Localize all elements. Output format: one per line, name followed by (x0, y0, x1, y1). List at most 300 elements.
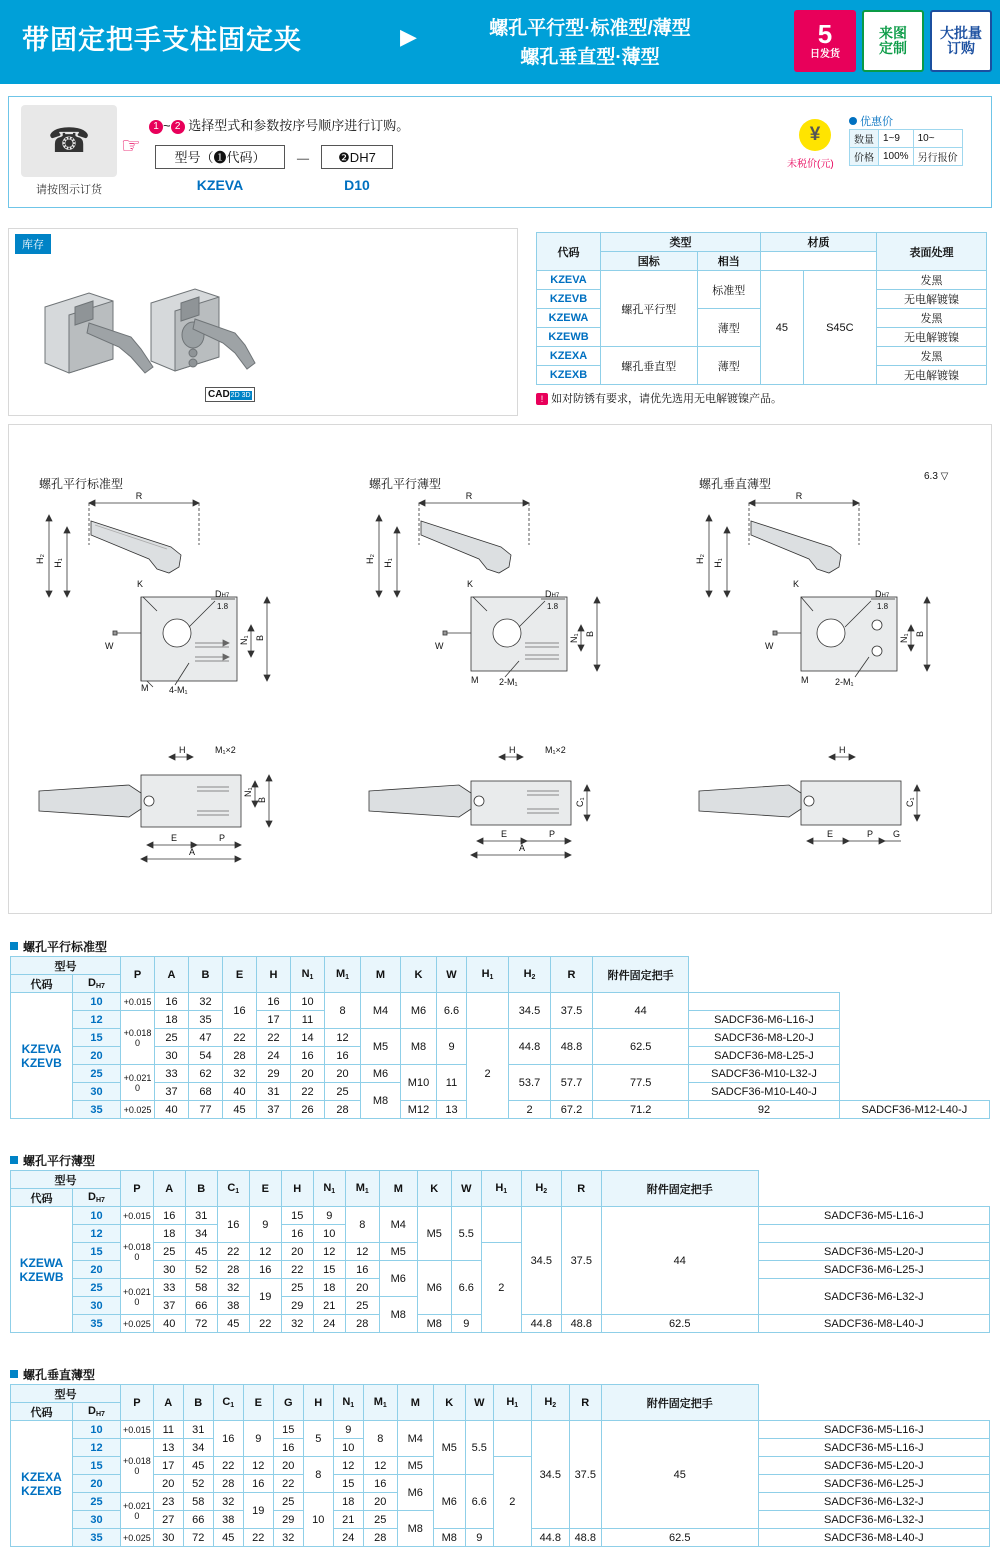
finish-cell: 无电解镀镍 (877, 366, 987, 385)
svg-text:H: H (509, 745, 516, 755)
badge-ship-days-text: 日发货 (810, 48, 840, 60)
tolerance (121, 1493, 154, 1529)
cell-P: 18 (155, 1011, 189, 1029)
svg-text:K: K (793, 579, 800, 589)
tol-top: +0.025 (123, 1104, 152, 1115)
header-subtitle-line2: 螺孔垂直型·薄型 (520, 47, 660, 68)
svg-text:R: R (465, 491, 473, 501)
spec3-col-M1: $M_1$ (363, 1385, 397, 1421)
cell-W: 2 (467, 1029, 509, 1119)
cell-A: 58 (185, 1279, 217, 1297)
cell-handle (689, 993, 839, 1011)
cell-M1: M5 (361, 1029, 401, 1065)
code-cell: KZEVB (537, 290, 601, 309)
cell-P: 33 (153, 1279, 185, 1297)
cell-handle: SADCF36-M6-L25-J (758, 1261, 989, 1279)
svg-text:DH7: DH7 (215, 589, 230, 599)
cell-B: 28 (223, 1047, 257, 1065)
spec2-col-H: H (281, 1171, 313, 1207)
tolerance (121, 1315, 154, 1333)
cell-A: 52 (183, 1475, 213, 1493)
svg-text:H: H (839, 745, 846, 755)
tolerance (121, 1011, 155, 1065)
cell-R: 44 (593, 993, 689, 1029)
cell-W: 2 (509, 1101, 551, 1119)
page-title: 带固定把手支柱固定夹 (22, 25, 302, 55)
cell-N1: 25 (363, 1511, 397, 1529)
svg-text:P: P (219, 833, 226, 843)
cell-E: 24 (257, 1047, 291, 1065)
cell-H: 14 (291, 1029, 325, 1047)
cell-H: 21 (333, 1511, 363, 1529)
svg-text:M: M (471, 675, 479, 685)
discount-price-title (849, 113, 893, 129)
cell-H1: 34.5 (531, 1421, 569, 1529)
cell-E: 31 (257, 1083, 291, 1101)
tol-top: +0.021 (123, 1286, 151, 1297)
subtype-cell: 薄型 (697, 309, 760, 347)
product-image-panel (8, 228, 518, 416)
cell-K: 9 (465, 1529, 493, 1547)
svg-text:H₁: H₁ (713, 558, 723, 568)
tol-top: +0.021 (123, 1500, 151, 1511)
finish-cell: 发黑 (877, 271, 987, 290)
cell-handle: SADCF36-M8-L40-J (758, 1315, 989, 1333)
code-cell: KZEWB (537, 328, 601, 347)
cell-B: 45 (213, 1529, 243, 1547)
spec2-code-1: KZEWA (19, 1255, 64, 1270)
spec3-col-d: $D_{H7}$ (73, 1403, 121, 1421)
cell-P: 33 (155, 1065, 189, 1083)
code-col-header: 代码 (537, 233, 601, 271)
product-photo (27, 263, 257, 403)
cell-R: 44 (601, 1207, 758, 1315)
finish-cell: 无电解镀镍 (877, 290, 987, 309)
d-value: 15 (73, 1029, 121, 1047)
spec-table-parallel-thin (10, 1170, 990, 1333)
cell-A: 72 (185, 1315, 217, 1333)
spec1-col-handle: 附件固定把手 (593, 957, 689, 993)
spec3-code-1: KZEXA (21, 1469, 62, 1484)
spec1-model-group-header: 型号 (11, 957, 121, 975)
cell-B: 32 (217, 1279, 249, 1297)
cell-N1: 28 (363, 1529, 397, 1547)
cell-M1: M8 (379, 1297, 417, 1333)
cell-N1: 12 (325, 1029, 361, 1047)
price-value-label: 价格 (850, 148, 879, 166)
svg-text:B: B (255, 634, 265, 641)
cell-B: 40 (223, 1083, 257, 1101)
code-cell: KZEVA (537, 271, 601, 290)
spec3-col-E: E (243, 1385, 273, 1421)
spec2-col-E: E (249, 1171, 281, 1207)
cell-R: 62.5 (593, 1029, 689, 1065)
cell-B: 45 (217, 1315, 249, 1333)
cell-H: 9 (313, 1207, 345, 1225)
cell-H: 15 (313, 1261, 345, 1279)
cell-M1: M6 (397, 1475, 433, 1511)
cell-N1: 8 (363, 1421, 397, 1457)
tol-top: +0.025 (123, 1532, 151, 1543)
cell-P: 30 (153, 1529, 183, 1547)
cell-handle: SADCF36-M6-L32-J (758, 1493, 989, 1511)
cell-H: 12 (333, 1457, 363, 1475)
svg-text:M: M (801, 675, 809, 685)
table-row (11, 1029, 990, 1047)
cell-C1: 16 (249, 1261, 281, 1279)
d-value: 35 (73, 1101, 121, 1119)
tol-bot: 0 (134, 1037, 140, 1048)
price-value-1: 100% (879, 148, 914, 166)
cell-W: 2 (481, 1243, 521, 1333)
cell-A: 72 (183, 1529, 213, 1547)
cell-M: M5 (433, 1421, 465, 1475)
cell-M: M12 (401, 1101, 437, 1119)
tol-bot: 0 (134, 1296, 140, 1307)
cell-E: 25 (273, 1493, 303, 1511)
cell-G: 10 (303, 1493, 333, 1547)
material-note-text: 如对防锈有要求，请优先选用无电解镀镍产品。 (551, 393, 783, 405)
cell-H2: 57.7 (551, 1065, 593, 1101)
cad-3d-label: 3D (241, 392, 251, 399)
cell-P: 40 (153, 1315, 185, 1333)
spec3-col-K: K (433, 1385, 465, 1421)
tolerance (121, 1101, 155, 1119)
spec2-model-group-header: 型号 (11, 1171, 121, 1189)
cell-H1: 67.2 (551, 1101, 593, 1119)
spec1-col-M1: $M_1$ (325, 957, 361, 993)
cell-P: 16 (155, 993, 189, 1011)
cell-K: 13 (437, 1101, 467, 1119)
tol-top: +0.018 (123, 1455, 151, 1466)
cell-N1: 16 (363, 1475, 397, 1493)
model-code-example: KZEVA (196, 177, 244, 193)
tol-bot: 0 (134, 1510, 140, 1521)
drawing-figures (9, 485, 993, 905)
bullet-dot-icon (849, 117, 857, 125)
spec3-col-H1: $H_1$ (493, 1385, 531, 1421)
table-row (11, 1421, 990, 1439)
type-cell: 螺孔平行型 (601, 271, 698, 347)
cell-N1: 25 (345, 1297, 379, 1315)
cell-M1: M8 (361, 1083, 401, 1119)
cell-P: 11 (153, 1421, 183, 1439)
svg-text:1.8: 1.8 (877, 602, 889, 611)
cell-E: 29 (273, 1511, 303, 1529)
stock-badge: 库存 (15, 234, 51, 254)
cell-C1: 9 (249, 1207, 281, 1243)
badge-custom-drawing (862, 10, 924, 72)
cell-N1: 28 (325, 1101, 361, 1119)
table-row (11, 993, 990, 1011)
section-marker-icon (10, 942, 18, 950)
spec1-col-code: 代码 (11, 975, 73, 993)
svg-text:H₂: H₂ (365, 554, 375, 564)
cell-K: 6.6 (465, 1475, 493, 1529)
cell-E: 37 (257, 1101, 291, 1119)
cell-P: 37 (155, 1083, 189, 1101)
cell-M1: M5 (379, 1243, 417, 1261)
cell-handle: SADCF36-M6-L32-J (758, 1279, 989, 1315)
cell-B: 22 (217, 1243, 249, 1261)
price-value-2: 另行报价 (913, 148, 962, 166)
spec1-title-text: 螺孔平行标准型 (23, 940, 108, 954)
cell-B: 45 (223, 1101, 257, 1119)
cell-C1: 16 (243, 1475, 273, 1493)
drawing-title-3: 螺孔垂直薄型 (699, 477, 772, 491)
spec1-section-title (10, 938, 107, 955)
model-code-box: 型号（❶代码） (155, 145, 285, 169)
d-value: 10 (73, 1207, 121, 1225)
badge-ship-days (794, 10, 856, 72)
spec1-col-N1: $N_1$ (291, 957, 325, 993)
spec2-col-C1: $C_1$ (217, 1171, 249, 1207)
order-instruction-text: 1 ~ 2 选择型式和参数按序号顺序进行订购。 (149, 115, 409, 134)
tol-top: +0.018 (123, 1241, 151, 1252)
spec1-col-H2: $H_2$ (509, 957, 551, 993)
svg-text:W: W (765, 641, 774, 651)
d-value: 20 (73, 1261, 121, 1279)
svg-text:A: A (519, 843, 526, 853)
svg-text:K: K (137, 579, 144, 589)
cell-E: 22 (273, 1475, 303, 1493)
spec-table-perpendicular-thin (10, 1384, 990, 1547)
finish-col-header: 表面处理 (877, 233, 987, 271)
cell-N1: 12 (363, 1457, 397, 1475)
tolerance (121, 993, 155, 1011)
page-header (0, 0, 1000, 84)
cell-A: 34 (183, 1439, 213, 1457)
spec1-col-A: A (155, 957, 189, 993)
cell-M1: M4 (397, 1421, 433, 1457)
spec1-col-d: $D_{H7}$ (73, 975, 121, 993)
price-table (849, 129, 963, 166)
cell-K: 5.5 (451, 1207, 481, 1261)
cell-P: 25 (153, 1243, 185, 1261)
d-value: 12 (73, 1011, 121, 1029)
cell-A: 66 (183, 1511, 213, 1529)
cell-handle: SADCF36-M5-L16-J (758, 1439, 989, 1457)
cell-C1: 9 (243, 1421, 273, 1457)
tol-bot: 0 (134, 1465, 140, 1476)
svg-text:1.8: 1.8 (547, 602, 559, 611)
svg-text:P: P (867, 829, 874, 839)
cell-K: 6.6 (451, 1261, 481, 1315)
d-value: 25 (73, 1493, 121, 1511)
d-value: 10 (73, 993, 121, 1011)
svg-text:N₁: N₁ (243, 787, 253, 797)
cell-handle: SADCF36-M10-L32-J (689, 1065, 839, 1083)
svg-text:K: K (467, 579, 474, 589)
cell-H2: 48.8 (551, 1029, 593, 1065)
cell-H2: 48.8 (569, 1529, 601, 1547)
tolerance (121, 1279, 154, 1315)
cell-H: 10 (333, 1439, 363, 1457)
subtype-cell: 标准型 (697, 271, 760, 309)
cell-N1: 20 (345, 1279, 379, 1297)
cell-H: 11 (291, 1011, 325, 1029)
badge-ship-days-number: 5 (817, 18, 833, 49)
cell-R: 62.5 (601, 1529, 758, 1547)
spec1-col-R: R (551, 957, 593, 993)
spec2-col-handle: 附件固定把手 (601, 1171, 758, 1207)
cell-K: 5.5 (465, 1421, 493, 1475)
svg-text:4-M₁: 4-M₁ (169, 685, 188, 695)
tol-top: +0.018 (123, 1027, 152, 1038)
spec2-section-title (10, 1152, 95, 1169)
svg-text:R: R (135, 491, 143, 501)
svg-text:C₁: C₁ (575, 797, 585, 807)
cell-H2: 48.8 (561, 1315, 601, 1333)
spec3-section-title (10, 1366, 95, 1383)
cell-N1: 20 (325, 1065, 361, 1083)
svg-text:W: W (105, 641, 114, 651)
cell-P: 20 (153, 1475, 183, 1493)
cell-N1: 8 (325, 993, 361, 1029)
cell-M: M8 (417, 1315, 451, 1333)
cell-M: M6 (417, 1261, 451, 1315)
cell-H: 15 (333, 1475, 363, 1493)
d-value: 20 (73, 1047, 121, 1065)
svg-text:N₁: N₁ (569, 633, 579, 643)
svg-text:E: E (827, 829, 834, 839)
svg-text:G: G (893, 829, 901, 839)
spec1-col-W: W (437, 957, 467, 993)
cell-R: 92 (689, 1101, 839, 1119)
guobiao-cell: 45 (761, 271, 804, 385)
cell-M1: M6 (361, 1065, 401, 1083)
drawing-title-1: 螺孔平行标准型 (39, 477, 124, 491)
cell-C1: 19 (249, 1279, 281, 1315)
tolerance (121, 1207, 154, 1225)
cell-C1: 22 (243, 1529, 273, 1547)
tolerance (121, 1529, 154, 1547)
spec1-code-1: KZEVA (21, 1041, 62, 1056)
cell-E: 15 (273, 1421, 303, 1439)
cell-H2: 37.5 (551, 993, 593, 1029)
spec1-col-M: M (361, 957, 401, 993)
cell-N1: 8 (345, 1207, 379, 1243)
cell-N1: 25 (325, 1083, 361, 1101)
cell-H: 20 (291, 1065, 325, 1083)
cell-A: 47 (189, 1029, 223, 1047)
cell-M: M6 (433, 1475, 465, 1529)
cell-handle: SADCF36-M6-L16-J (689, 1011, 839, 1029)
cell-handle: SADCF36-M8-L25-J (689, 1047, 839, 1065)
d-value: 30 (73, 1297, 121, 1315)
svg-text:2-M₁: 2-M₁ (835, 677, 854, 687)
section-marker-icon (10, 1156, 18, 1164)
header-subtitle (425, 14, 755, 72)
cell-handle: SADCF36-M8-L20-J (689, 1029, 839, 1047)
cell-P: 23 (153, 1493, 183, 1511)
cell-handle: SADCF36-M10-L40-J (689, 1083, 839, 1101)
cad-2d-label: 2D (230, 392, 240, 399)
cell-handle (758, 1225, 989, 1243)
roughness-value: 6.3 (924, 471, 938, 482)
spec3-title-text: 螺孔垂直薄型 (23, 1368, 96, 1382)
tolerance (121, 1439, 154, 1493)
cell-H: 24 (313, 1315, 345, 1333)
tol-top: +0.025 (123, 1318, 151, 1329)
d-value: 15 (73, 1243, 121, 1261)
cell-handle: SADCF36-M5-L20-J (758, 1243, 989, 1261)
cell-H: 26 (291, 1101, 325, 1119)
cell-E: 29 (257, 1065, 291, 1083)
cad-label: CAD (208, 389, 230, 400)
svg-text:B: B (585, 630, 595, 637)
cell-H: 12 (313, 1243, 345, 1261)
svg-text:P: P (549, 829, 556, 839)
svg-text:E: E (171, 833, 178, 843)
spec1-code-2: KZEVB (21, 1055, 62, 1070)
table-row (11, 1243, 990, 1261)
cell-B: 28 (217, 1261, 249, 1279)
cell-N1: 16 (325, 1047, 361, 1065)
cell-H1: 44.8 (509, 1029, 551, 1065)
dh7-code-box: ❷DH7 (321, 145, 393, 169)
table-row (11, 1457, 990, 1475)
spec3-code-cell (11, 1421, 73, 1547)
cell-K: 6.6 (437, 993, 467, 1029)
cell-A: 58 (183, 1493, 213, 1511)
cell-W (467, 993, 509, 1029)
material-col-header: 材质 (761, 233, 877, 252)
cell-M: M8 (433, 1529, 465, 1547)
spec3-col-W: W (465, 1385, 493, 1421)
cell-G: 5 (303, 1421, 333, 1457)
d-value: 15 (73, 1457, 121, 1475)
svg-text:DH7: DH7 (545, 589, 560, 599)
spec2-code-cell (11, 1207, 73, 1333)
cell-P: 27 (153, 1511, 183, 1529)
d-value: 12 (73, 1439, 121, 1457)
price-qty-label: 数量 (850, 130, 879, 148)
svg-text:W: W (435, 641, 444, 651)
badge-bulk-line2: 订购 (947, 40, 975, 56)
cell-B: 32 (213, 1493, 243, 1511)
cell-handle: SADCF36-M5-L16-J (758, 1207, 989, 1225)
badge-custom-line2: 定制 (879, 40, 907, 56)
cell-E: 15 (281, 1207, 313, 1225)
cell-N1: 20 (363, 1493, 397, 1511)
type-col-header: 类型 (601, 233, 761, 252)
cell-E: 25 (281, 1279, 313, 1297)
cell-H: 21 (313, 1297, 345, 1315)
spec2-col-M: M (379, 1171, 417, 1207)
spec1-col-K: K (401, 957, 437, 993)
step-1-badge: 1 (149, 120, 163, 134)
spec3-col-M: M (397, 1385, 433, 1421)
spec1-code-cell (11, 993, 73, 1119)
cell-A: 34 (185, 1225, 217, 1243)
cell-P: 30 (153, 1261, 185, 1279)
cell-A: 31 (183, 1421, 213, 1439)
cell-H: 9 (333, 1421, 363, 1439)
cell-A: 77 (189, 1101, 223, 1119)
cell-P: 37 (153, 1297, 185, 1315)
cell-C1: 12 (249, 1243, 281, 1261)
spec3-col-P: P (121, 1385, 154, 1421)
spec3-col-A: A (153, 1385, 183, 1421)
cell-handle: SADCF36-M6-L32-J (758, 1511, 989, 1529)
cell-A: 54 (189, 1047, 223, 1065)
cell-M: M6 (401, 993, 437, 1029)
svg-text:H₂: H₂ (35, 554, 45, 564)
d-value: 25 (73, 1279, 121, 1297)
svg-text:H₁: H₁ (383, 558, 393, 568)
cell-P: 17 (153, 1457, 183, 1475)
